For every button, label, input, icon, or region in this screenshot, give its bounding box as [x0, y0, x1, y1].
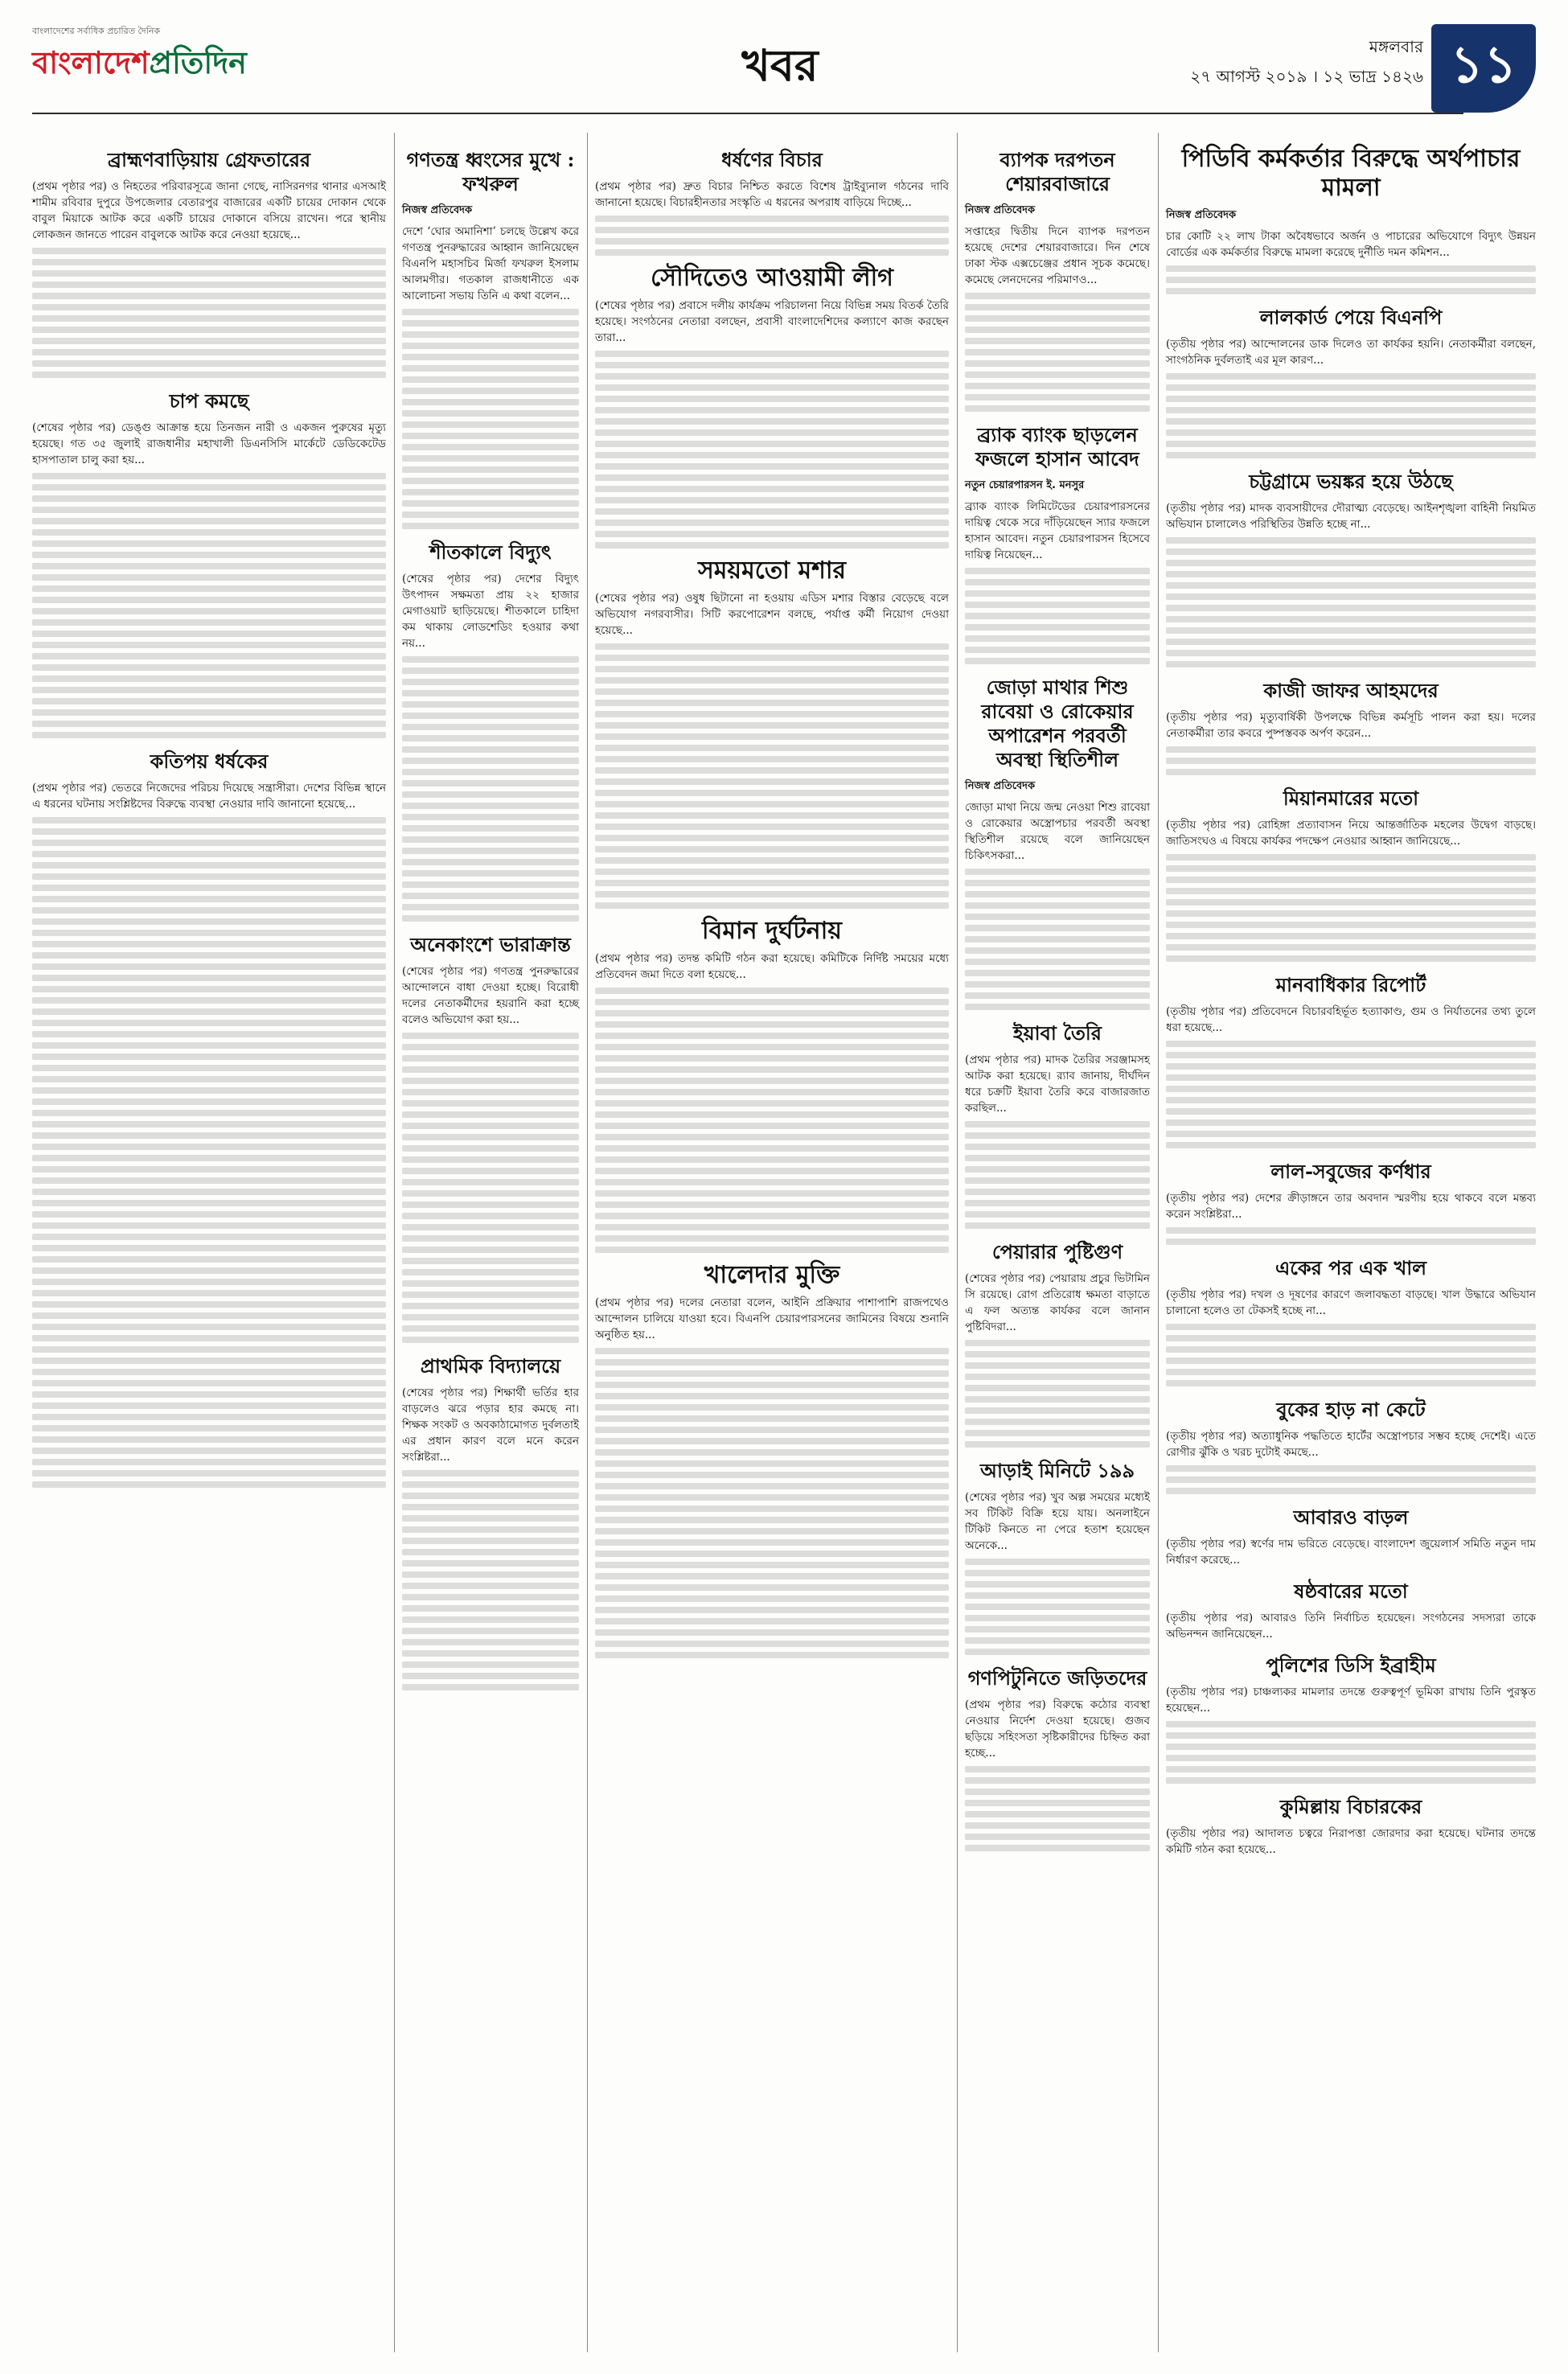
- weekday: মঙ্গলবার: [1369, 37, 1423, 56]
- article-body: (শেষের পৃষ্ঠার পর) শিক্ষার্থী ভর্তির হার বাড়লেও ঝরে পড়ার হার কমছে না। শিক্ষক সংকট ও অবকাঠামোগত দুর্বলতাই এর প্রধান কারণ বলে মনে করেন সংশ্লিষ্টরা...: [402, 1386, 579, 1464]
- headline[interactable]: গণপিটুনিতে জড়িতদের: [967, 1666, 1147, 1690]
- article-body: (তৃতীয় পৃষ্ঠার পর) দখল ও দূষণের কারণে জলাবদ্ধতা বাড়ছে। খাল উদ্ধারে অভিযান চালানো হলেও তা টেকসই হচ্ছে না...: [1166, 1288, 1536, 1317]
- byline: নিজস্ব প্রতিবেদক: [402, 204, 473, 216]
- headline[interactable]: কুমিল্লায় বিচারকের: [1279, 1795, 1422, 1818]
- logo-tagline: বাংলাদেশের সর্বাধিক প্রচারিত দৈনিক: [32, 26, 161, 36]
- text-filler: [1166, 746, 1536, 775]
- article-body: (তৃতীয় পৃষ্ঠার পর) আদালত চত্বরে নিরাপত্তা জোরদার করা হয়েছে। ঘটনার তদন্তে কমিটি গঠন করা হয়েছে...: [1166, 1827, 1536, 1856]
- column-5: [1166, 137, 1536, 1863]
- article-body: (প্রথম পৃষ্ঠার পর) মাদক তৈরির সরঞ্জামসহ আটক করা হয়েছে। র‍্যাব জানায়, দীর্ঘদিন ধরে চক্রটি ইয়াবা তৈরি করে বাজারজাত করছিল...: [965, 1054, 1150, 1115]
- text-filler: [595, 351, 949, 548]
- column-2: [402, 137, 579, 1695]
- text-filler: [1166, 1041, 1536, 1148]
- article-body: (শেষের পৃষ্ঠার পর) গণতন্ত্র পুনরুদ্ধারের আন্দোলনে বাধা দেওয়া হচ্ছে। বিরোধী দলের নেতাকর্মীদের হয়রানি করা হচ্ছে বলেও অভিযোগ করা হয়...: [402, 965, 579, 1026]
- text-filler: [965, 568, 1150, 664]
- article-body: (তৃতীয় পৃষ্ঠার পর) অত্যাধুনিক পদ্ধতিতে হার্টের অস্ত্রোপচার সম্ভব হচ্ছে দেশেই। এতে রোগীর ঝুঁকি ও খরচ দুটোই কমছে...: [1166, 1430, 1536, 1459]
- text-filler: [1166, 265, 1536, 294]
- byline: নিজস্ব প্রতিবেদক: [1166, 209, 1237, 221]
- headline[interactable]: খালেদার মুক্তি: [704, 1261, 840, 1289]
- column-divider: [394, 133, 395, 2352]
- text-filler: [32, 473, 386, 738]
- text-filler: [32, 248, 386, 378]
- headline[interactable]: গণতন্ত্র ধ্বংসের মুখে : ফখরুল: [406, 148, 575, 195]
- headline[interactable]: ইয়াবা তৈরি: [1012, 1021, 1102, 1045]
- text-filler: [595, 643, 949, 909]
- byline: নিজস্ব প্রতিবেদক: [965, 204, 1036, 216]
- section-title: খবর: [741, 39, 819, 91]
- article-body: (প্রথম পৃষ্ঠার পর) দলের নেতারা বলেন, আইনি প্রক্রিয়ার পাশাপাশি রাজপথেও আন্দোলন চালিয়ে যাওয়া হবে। বিএনপি চেয়ারপারসনের জামিনের বিষয়ে শুনানি অনুষ্ঠিত হয়...: [595, 1296, 949, 1341]
- headline[interactable]: শীতকালে বিদ্যুৎ: [429, 540, 552, 564]
- newspaper-logo[interactable]: [32, 24, 247, 91]
- article-body: (তৃতীয় পৃষ্ঠার পর) প্রতিবেদনে বিচারবহির্ভূত হত্যাকাণ্ড, গুম ও নির্যাতনের তথ্য তুলে ধরা হয়েছে...: [1166, 1005, 1536, 1034]
- headline[interactable]: পুলিশের ডিসি ইব্রাহীম: [1266, 1653, 1436, 1677]
- article-body: (শেষের পৃষ্ঠার পর) ডেঙ্গু আক্রান্ত হয়ে তিনজন নারী ও একজন পুরুষের মৃত্যু হয়েছে। গত ৩৫ জুলাই রাজধানীর মহাখালী ডিএনসিসি মার্কেটে ডেডিকেটেড হাসপাতাল চালু করা হয়...: [32, 421, 386, 466]
- text-filler: [965, 1766, 1150, 1851]
- text-filler: [965, 1340, 1150, 1448]
- text-filler: [402, 309, 579, 529]
- text-filler: [965, 293, 1150, 412]
- column-4: [965, 137, 1150, 1856]
- date-block: [1190, 32, 1423, 95]
- headline[interactable]: লাল-সবুজের কর্ণধার: [1270, 1160, 1431, 1183]
- text-filler: [1166, 537, 1536, 667]
- byline: নতুন চেয়ারপারসন ই. মনসুর: [965, 479, 1085, 491]
- headline[interactable]: পেয়ারার পুষ্টিগুণ: [991, 1240, 1123, 1263]
- headline[interactable]: আবারও বাড়ল: [1293, 1505, 1409, 1529]
- headline[interactable]: সৌদিতেও আওয়ামী লীগ: [651, 264, 893, 292]
- text-filler: [965, 1559, 1150, 1655]
- article-body: (শেষের পৃষ্ঠার পর) পেয়ারায় প্রচুর ভিটামিন সি রয়েছে। রোগ প্রতিরোধ ক্ষমতা বাড়াতে এ ফল অত্যন্ত কার্যকর বলে জানান পুষ্টিবিদরা...: [965, 1272, 1150, 1333]
- text-filler: [402, 1470, 579, 1690]
- article-body: সপ্তাহের দ্বিতীয় দিনে ব্যাপক দরপতন হয়েছে দেশের শেয়ারবাজারে। দিন শেষে ঢাকা স্টক এক্সচেঞ্জের প্রধান সূচক কমেছে। কমেছে লেনদেনের পরিমাণও...: [965, 225, 1150, 286]
- headline[interactable]: একের পর এক খাল: [1275, 1256, 1427, 1279]
- headline[interactable]: ষষ্ঠবারের মতো: [1294, 1579, 1408, 1603]
- article-body: (প্রথম পৃষ্ঠার পর) তদন্ত কমিটি গঠন করা হয়েছে। কমিটিকে নির্দিষ্ট সময়ের মধ্যে প্রতিবেদন জমা দিতে বলা হয়েছে...: [595, 952, 949, 981]
- headline[interactable]: সময়মতো মশার: [697, 557, 847, 585]
- text-filler: [595, 216, 949, 256]
- page-number-badge: ১১: [1431, 24, 1536, 113]
- headline[interactable]: মানবাধিকার রিপোর্ট: [1275, 973, 1426, 996]
- article-body: (প্রথম পৃষ্ঠার পর) দ্রুত বিচার নিশ্চিত করতে বিশেষ ট্রাইব্যুনাল গঠনের দাবি জানানো হয়েছে। বিচারহীনতার সংস্কৃতি এ ধরনের অপরাধ বাড়িয়ে দিচ্ছে...: [595, 180, 949, 209]
- text-filler: [32, 817, 386, 1488]
- headline[interactable]: আড়াই মিনিটে ১৯৯: [979, 1459, 1135, 1482]
- column-3: [595, 137, 949, 1663]
- article-body: (প্রথম পৃষ্ঠার পর) ও নিহতের পরিবারসূত্রে জানা গেছে, নাসিরনগর থানার এসআই শামীম রবিবার দুপুরে উপজেলার বেতারপুর বাজারের একটি চায়ের দোকান থেকে বাবুল মিয়াকে আটক করে একটি চায়ের দোকানে বসিয়ে রাখেন। পরে স্থানীয় লোকজন জানতে পারেন বাবুলকে আটক করে নেওয়া হয়েছে...: [32, 180, 386, 241]
- text-filler: [595, 988, 949, 1253]
- headline[interactable]: ব্যাপক দরপতন শেয়ারবাজারে: [999, 148, 1115, 195]
- text-filler: [1166, 1324, 1536, 1386]
- headline[interactable]: পিডিবি কর্মকর্তার বিরুদ্ধে অর্থপাচার মামলা: [1181, 145, 1521, 202]
- text-filler: [1166, 1465, 1536, 1494]
- article-body: (তৃতীয় পৃষ্ঠার পর) আবারও তিনি নির্বাচিত হয়েছেন। সংগঠনের সদস্যরা তাকে অভিনন্দন জানিয়েছেন...: [1166, 1612, 1536, 1641]
- article-body: জোড়া মাথা নিয়ে জন্ম নেওয়া শিশু রাবেয়া ও রোকেয়ার অস্ত্রোপচার পরবর্তী অবস্থা স্থিতিশীল রয়েছে বলে জানিয়েছেন চিকিৎসকরা...: [965, 801, 1150, 862]
- column-1: [32, 137, 386, 1493]
- headline[interactable]: চট্টগ্রামে ভয়ঙ্কর হয়ে উঠছে: [1249, 470, 1453, 493]
- text-filler: [1166, 1227, 1536, 1245]
- masthead: [0, 0, 1568, 129]
- headline[interactable]: কাজী জাফর আহমদের: [1263, 679, 1439, 702]
- text-filler: [1166, 1721, 1536, 1784]
- headline[interactable]: বুকের হাড় না কেটে: [1276, 1398, 1426, 1421]
- headline[interactable]: ব্র্যাক ব্যাংক ছাড়লেন ফজলে হাসান আবেদ: [975, 423, 1139, 470]
- article-body: (তৃতীয় পৃষ্ঠার পর) মৃত্যুবার্ষিকী উপলক্ষে বিভিন্ন কর্মসূচি পালন করা হয়। দলের নেতাকর্মীরা তার কবরে পুষ্পস্তবক অর্পণ করেন...: [1166, 711, 1536, 740]
- article-body: (শেষের পৃষ্ঠার পর) দেশের বিদ্যুৎ উৎপাদন সক্ষমতা প্রায় ২২ হাজার মেগাওয়াট ছাড়িয়েছে। শীতকালে চাহিদা কম থাকায় লোডশেডিং হওয়ার কথা নয়...: [402, 573, 579, 650]
- text-filler: [1166, 854, 1536, 962]
- text-filler: [965, 1121, 1150, 1229]
- article-body: (শেষের পৃষ্ঠার পর) ওষুধ ছিটানো না হওয়ায় এডিস মশার বিস্তার বেড়েছে বলে অভিযোগ নগরবাসীর। সিটি করপোরেশন বলছে, পর্যাপ্ত কর্মী নিয়োগ দেওয়া হয়েছে...: [595, 592, 949, 637]
- text-filler: [595, 1348, 949, 1658]
- column-divider: [1158, 133, 1159, 2352]
- byline: নিজস্ব প্রতিবেদক: [965, 780, 1036, 792]
- article-body: (শেষের পৃষ্ঠার পর) খুব অল্প সময়ের মধ্যেই সব টিকিট বিক্রি হয়ে যায়। অনলাইনে টিকিট কিনতে না পেরে হতাশ হয়েছেন অনেকে...: [965, 1491, 1150, 1552]
- headline[interactable]: চাপ কমছে: [169, 389, 249, 413]
- logo-part2: প্রতিদিন: [149, 45, 247, 80]
- text-filler: [1166, 373, 1536, 458]
- column-divider: [957, 133, 958, 2352]
- header-rule: [32, 113, 1463, 114]
- article-body: (তৃতীয় পৃষ্ঠার পর) মাদক ব্যবসায়ীদের দৌরাত্ম্য বেড়েছে। আইনশৃঙ্খলা বাহিনী নিয়মিত অভিযান চালালেও পরিস্থিতির উন্নতি হচ্ছে না...: [1166, 502, 1536, 531]
- article-body: (তৃতীয় পৃষ্ঠার পর) দেশের ক্রীড়াঙ্গনে তার অবদান স্মরণীয় হয়ে থাকবে বলে মন্তব্য করেন সংশ্লিষ্টরা...: [1166, 1192, 1536, 1221]
- headline[interactable]: প্রাথমিক বিদ্যালয়ে: [420, 1354, 561, 1378]
- logo-part1: বাংলাদেশ: [32, 45, 150, 80]
- article-body: (শেষের পৃষ্ঠার পর) প্রবাসে দলীয় কার্যক্রম পরিচালনা নিয়ে বিভিন্ন সময় বিতর্ক তৈরি হয়েছে। সংগঠনের নেতারা বলছেন, প্রবাসী বাংলাদেশিদের কল্যাণে কাজ করছেন তারা...: [595, 299, 949, 344]
- article-body: ব্র্যাক ব্যাংক লিমিটেডের চেয়ারপারসনের দায়িত্ব থেকে সরে দাঁড়িয়েছেন স্যার ফজলে হাসান আবেদ। নতুন চেয়ারপারসন হিসেবে দায়িত্ব নিয়েছেন...: [965, 500, 1150, 561]
- article-body: (তৃতীয় পৃষ্ঠার পর) স্বর্ণের দাম ভরিতে বেড়েছে। বাংলাদেশ জুয়েলার্স সমিতি নতুন দাম নির্ধারণ করেছে...: [1166, 1538, 1536, 1567]
- text-filler: [402, 656, 579, 922]
- headline[interactable]: অনেকাংশে ভারাক্রান্ত: [410, 933, 571, 956]
- article-body: (প্রথম পৃষ্ঠার পর) ভেতরে নিজেদের পরিচয় দিয়েছে সন্ত্রাসীরা। দেশের বিভিন্ন স্থানে এ ধরনের ঘটনায় সংশ্লিষ্টদের বিরুদ্ধে ব্যবস্থা নেওয়ার দাবি জানানো হয়েছে...: [32, 782, 386, 811]
- text-filler: [965, 869, 1150, 1010]
- headline[interactable]: মিয়ানমারের মতো: [1283, 787, 1419, 810]
- headline[interactable]: ধর্ষণের বিচার: [721, 148, 823, 171]
- headline[interactable]: ব্রাহ্মণবাড়িয়ায় গ্রেফতারের: [107, 148, 311, 171]
- article-body: দেশে ‘ঘোর অমানিশা’ চলছে উল্লেখ করে গণতন্ত্র পুনরুদ্ধারের আহ্বান জানিয়েছেন বিএনপি মহাসচিব মির্জা ফখরুল ইসলাম আলমগীর। গতকাল রাজধানীতে এক আলোচনা সভায় তিনি এ কথা বলেন...: [402, 225, 579, 302]
- article-body: (প্রথম পৃষ্ঠার পর) বিরুদ্ধে কঠোর ব্যবস্থা নেওয়ার নির্দেশ দেওয়া হয়েছে। গুজব ছড়িয়ে সহিংসতা সৃষ্টিকারীদের চিহ্নিত করা হচ্ছে...: [965, 1698, 1150, 1760]
- article-body: (তৃতীয় পৃষ্ঠার পর) রোহিঙ্গা প্রত্যাবাসন নিয়ে আন্তর্জাতিক মহলের উদ্বেগ বাড়ছে। জাতিসংঘও এ বিষয়ে কার্যকর পদক্ষেপ নেওয়ার আহ্বান জানিয়েছে...: [1166, 819, 1536, 848]
- column-divider: [587, 133, 588, 2352]
- issue-date: ২৭ আগস্ট ২০১৯ । ১২ ভাদ্র ১৪২৬: [1190, 67, 1423, 86]
- logo-wordmark: [32, 39, 247, 91]
- headline[interactable]: জোড়া মাথার শিশু রাবেয়া ও রোকেয়ার অপারেশন পরবর্তী অবস্থা স্থিতিশীল: [981, 676, 1134, 771]
- text-filler: [402, 1033, 579, 1343]
- headline[interactable]: বিমান দুর্ঘটনায়: [702, 917, 842, 945]
- article-body: (তৃতীয় পৃষ্ঠার পর) চাঞ্চল্যকর মামলার তদন্তে গুরুত্বপূর্ণ ভূমিকা রাখায় তিনি পুরস্কৃত হয়েছেন...: [1166, 1686, 1536, 1715]
- headline[interactable]: কতিপয় ধর্ষকের: [150, 750, 269, 773]
- article-body: চার কোটি ২২ লাখ টাকা অবৈধভাবে অর্জন ও পাচারের অভিযোগে বিদ্যুৎ উন্নয়ন বোর্ডের এক কর্মকর্তার বিরুদ্ধে মামলা করেছে দুর্নীতি দমন কমিশন...: [1166, 230, 1536, 259]
- article-body: (তৃতীয় পৃষ্ঠার পর) আন্দোলনের ডাক দিলেও তা কার্যকর হয়নি। নেতাকর্মীরা বলছেন, সাংগঠনিক দুর্বলতাই এর মূল কারণ...: [1166, 338, 1536, 367]
- headline[interactable]: লালকার্ড পেয়ে বিএনপি: [1259, 306, 1443, 329]
